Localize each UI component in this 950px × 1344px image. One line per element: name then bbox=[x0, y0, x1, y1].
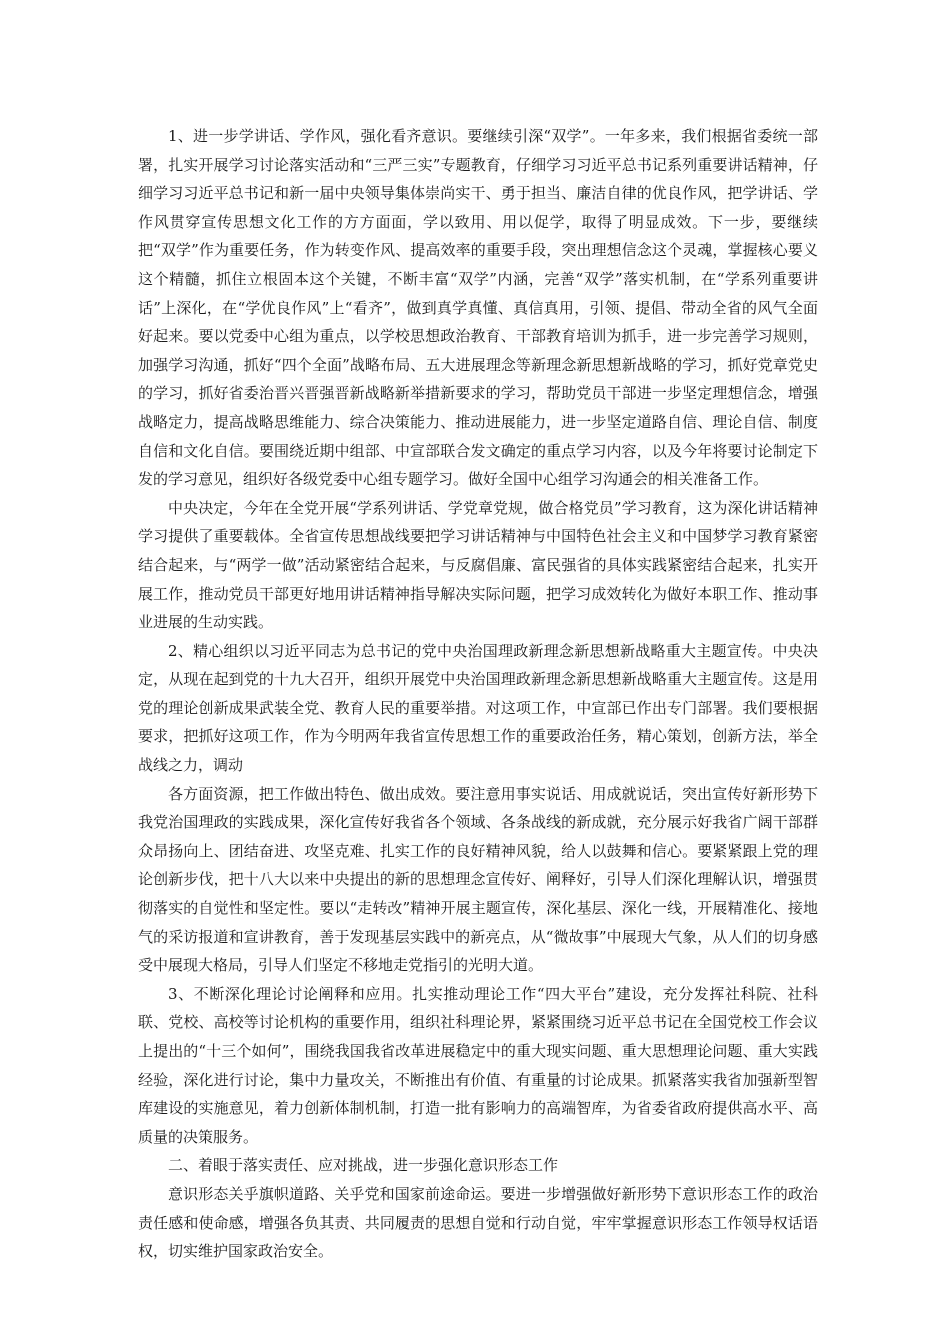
paragraph-central-decision: 中央决定，今年在全党开展“学系列讲话、学党章党规，做合格党员”学习教育，这为深化讲话精神学习提供了重要载体。全省宣传思想战线要把学习讲话精神与中国特色社会主义和中国梦学习教育紧密结合起来，与“两学一做”活动紧密结合起来，与反腐倡廉、富民强省的具体实践紧密结合起来，扎实开展工作，推动党员干部更好地用讲话精神指导解决实际问题，把学习成效转化为做好本职工作、推动事业进展的生动实践。 bbox=[138, 498, 818, 632]
paragraph-resources: 各方面资源，把工作做出特色、做出成效。要注意用事实说话、用成就说话，突出宣传好新形势下我党治国理政的实践成果，深化宣传好我省各个领域、各条战线的新成就，充分展示好我省广阔干部群众昂扬向上、团结奋进、攻坚克难、扎实工作的良好精神风貌，给人以鼓舞和信心。要紧紧跟上党的理论创新步伐，把十八大以来中央提出的新的思想理念宣传好、阐释好，引导人们深化理解认识，增强贯彻落实的自觉性和坚定性。要以“走转改”精神开展主题宣传，深化基层、深化一线，开展精准化、接地气的采访报道和宣讲教育，善于发现基层实践中的新亮点，从“微故事”中展现大气象，从人们的切身感受中展现大格局，引导人们坚定不移地走党指引的光明大道。 bbox=[138, 784, 818, 975]
paragraph-theme-publicity: 2、精心组织以习近平同志为总书记的党中央治国理政新理念新思想新战略重大主题宣传。中央决定，从现在起到党的十九大召开，组织开展党中央治国理政新理念新思想新战略重大主题宣传。这是用党的理论创新成果武装全党、教育人民的重要举措。对这项工作，中宣部已作出专门部署。我们要根据要求，把抓好这项工作，作为今明两年我省宣传思想工作的重要政治任务，精心策划，创新方法，举全战线之力，调动 bbox=[138, 641, 818, 775]
paragraph-study-speeches: 1、进一步学讲话、学作风，强化看齐意识。要继续引深“双学”。一年多来，我们根据省委统一部署，扎实开展学习讨论落实活动和“三严三实”专题教育，仔细学习习近平总书记系列重要讲话精神，仔细学习习近平总书记和新一届中央领导集体崇尚实干、勇于担当、廉洁自律的优良作风，把学讲话、学作风贯穿宣传思想文化工作的方方面面，学以致用、用以促学，取得了明显成效。下一步，要继续把“双学”作为重要任务，作为转变作风、提高效率的重要手段，突出理想信念这个灵魂，掌握核心要义这个精髓，抓住立根固本这个关键，不断丰富“双学”内涵，完善“双学”落实机制，在“学系列重要讲话”上深化，在“学优良作风”上“看齐”，做到真学真懂、真信真用，引领、提倡、带动全省的风气全面好起来。要以党委中心组为重点，以学校思想政治教育、干部教育培训为抓手，进一步完善学习规则，加强学习沟通，抓好“四个全面”战略布局、五大进展理念等新理念新思想新战略的学习，抓好党章党史的学习，抓好省委治晋兴晋强晋新战略新举措新要求的学习，帮助党员干部进一步坚定理想信念，增强战略定力，提高战略思维能力、综合决策能力、推动进展能力，进一步坚定道路自信、理论自信、制度自信和文化自信。要围绕近期中组部、中宣部联合发文确定的重点学习内容，以及今年将要讨论制定下发的学习意见，组织好各级党委中心组专题学习。做好全国中心组学习沟通会的相关准备工作。 bbox=[138, 127, 818, 489]
document-body bbox=[138, 122, 818, 1266]
section-heading-ideology: 二、着眼于落实责任、应对挑战，进一步强化意识形态工作 bbox=[168, 1156, 559, 1175]
paragraph-ideology: 意识形态关乎旗帜道路、关乎党和国家前途命运。要进一步增强做好新形势下意识形态工作的政治责任感和使命感，增强各负其责、共同履责的思想自觉和行动自觉，牢牢掌握意识形态工作领导权话语权，切实维护国家政治安全。 bbox=[138, 1184, 818, 1261]
paragraph-theory-research: 3、不断深化理论讨论阐释和应用。扎实推动理论工作“四大平台”建设，充分发挥社科院、社科联、党校、高校等讨论机构的重要作用，组织社科理论界，紧紧围绕习近平总书记在全国党校工作会议上提出的“十三个如何”，围绕我国我省改革进展稳定中的重大现实问题、重大思想理论问题、重大实践经验，深化进行讨论，集中力量攻关，不断推出有价值、有重量的讨论成果。抓紧落实我省加强新型智库建设的实施意见，着力创新体制机制，打造一批有影响力的高端智库，为省委省政府提供高水平、高质量的决策服务。 bbox=[138, 984, 818, 1146]
